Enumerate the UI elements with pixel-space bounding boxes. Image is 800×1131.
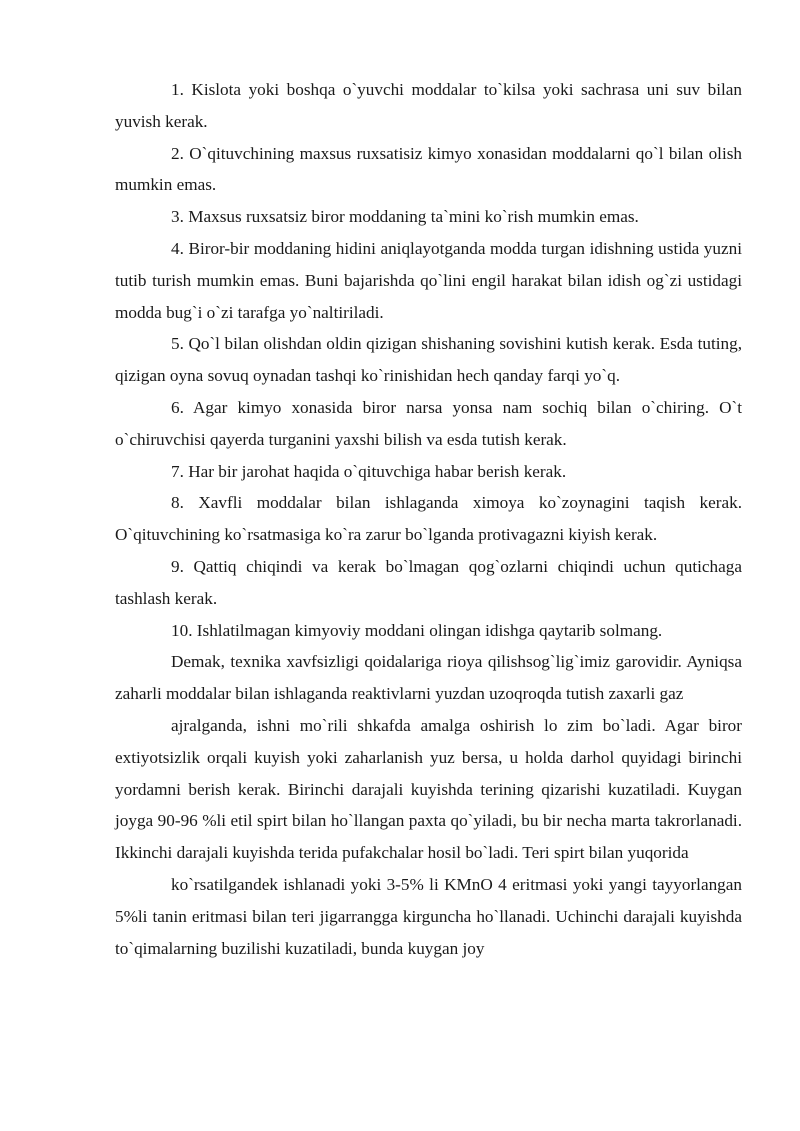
rule-paragraph-3: 3. Maxsus ruxsatsiz biror moddaning ta`mini ko`rish mumkin emas. (171, 207, 639, 227)
treatment-paragraph: ko`rsatilgandek ishlanadi yoki 3-5% li KMnO 4 eritmasi yoki yangi tayyorlangan 5%li tanin eritmasi bilan teri jigarrangga kirguncha ho`llanadi. Uchinchi darajali kuyishda to`qimalarning buzilishi kuzatiladi, bunda kuygan joy (115, 874, 742, 958)
rule-paragraph-10: 10. Ishlatilmagan kimyoviy moddani olingan idishga qaytarib solmang. (171, 620, 663, 640)
rule-paragraph-5: 5. Qo`l bilan olishdan oldin qizigan shishaning sovishini kutish kerak. Esda tuting, qizigan oyna sovuq oynadan tashqi ko`rinishidan hech qanday farqi yo`q. (115, 334, 742, 386)
rule-paragraph-1: 1. Kislota yoki boshqa o`yuvchi moddalar to`kilsa yoki sachrasa uni suv bilan yuvish kerak. (115, 80, 742, 131)
rule-paragraph-6: 6. Agar kimyo xonasida biror narsa yonsa nam sochiq bilan o`chiring. O`t o`chiruvchisi qayerda turganini yaxshi bilish va esda tutish kerak. (115, 397, 742, 449)
summary-paragraph: Demak, texnika xavfsizligi qoidalariga rioya qilishsog`lig`imiz garovidir. Ayniqsa zaharli moddalar bilan ishlaganda reaktivlarni yuzdan uzoqroqda tutish zaxarli gaz (115, 652, 742, 704)
rule-paragraph-8: 8. Xavfli moddalar bilan ishlaganda ximoya ko`zoynagini taqish kerak. O`qituvchining ko`rsatmasiga ko`ra zarur bo`lganda protivagazni kiyish kerak. (115, 493, 742, 545)
rule-paragraph-2: 2. O`qituvchining maxsus ruxsatisiz kimyo xonasidan moddalarni qo`l bilan olish mumkin emas. (115, 143, 742, 195)
rule-paragraph-9: 9. Qattiq chiqindi va kerak bo`lmagan qog`ozlarni chiqindi uchun qutichaga tashlash kerak. (115, 556, 742, 608)
document-body (115, 74, 742, 964)
first-aid-paragraph: ajralganda, ishni mo`rili shkafda amalga oshirish lo zim bo`ladi. Agar biror extiyotsizlik orqali kuyish yoki zaharlanish yuz bersa, u holda darhol quyidagi birinchi yordamni berish kerak. Birinchi darajali kuyishda terining qizarishi kuzatiladi. Kuygan joyga 90-96 %li etil spirt bilan ho`llangan paxta qo`yiladi, bu bir necha marta takrorlanadi. Ikkinchi darajali kuyishda terida pufakchalar hosil bo`ladi. Teri spirt bilan yuqorida (115, 715, 742, 863)
rule-paragraph-4: 4. Biror-bir moddaning hidini aniqlayotganda modda turgan idishning ustida yuzni tutib turish mumkin emas. Buni bajarishda qo`lini engil harakat bilan idish og`zi ustidagi modda bug`i o`zi tarafga yo`naltiriladi. (115, 238, 742, 322)
rule-paragraph-7: 7. Har bir jarohat haqida o`qituvchiga habar berish kerak. (171, 461, 567, 481)
